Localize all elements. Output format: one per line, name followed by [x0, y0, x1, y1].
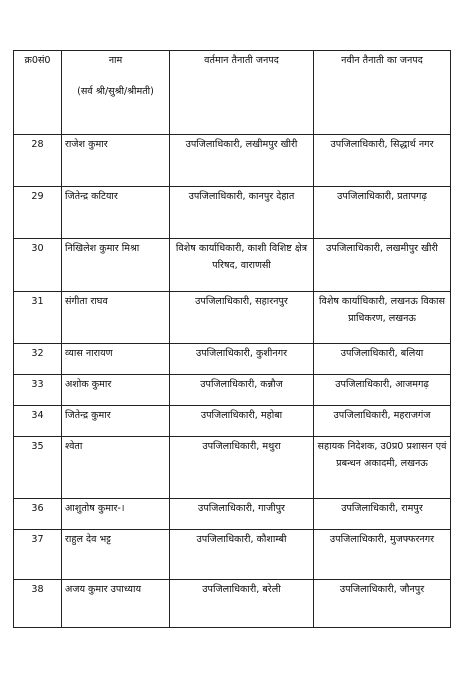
header-new-posting: नवीन तैनाती का जनपद: [314, 51, 451, 135]
row-new-posting: उपजिलाधिकारी, महराजगंज: [314, 406, 451, 437]
row-sno: 38: [14, 580, 62, 628]
row-current-posting: उपजिलाधिकारी, महोबा: [170, 406, 314, 437]
table-row: [14, 187, 451, 239]
row-sno: 31: [14, 292, 62, 344]
row-name: व्यास नारायण: [62, 344, 170, 375]
row-sno: 35: [14, 437, 62, 499]
row-new-posting: उपजिलाधिकारी, मुजफ्फरनगर: [314, 530, 451, 580]
row-sno: 30: [14, 239, 62, 292]
row-current-posting: उपजिलाधिकारी, कानपुर देहात: [170, 187, 314, 239]
table-row: [14, 406, 451, 437]
table-row: [14, 499, 451, 530]
row-current-posting: उपजिलाधिकारी, गाजीपुर: [170, 499, 314, 530]
row-new-posting: उपजिलाधिकारी, बलिया: [314, 344, 451, 375]
row-current-posting: उपजिलाधिकारी, कन्नौज: [170, 375, 314, 406]
table-row: [14, 437, 451, 499]
row-current-posting: विशेष कार्याधिकारी, काशी विशिष्ट क्षेत्र परिषद, वाराणसी: [170, 239, 314, 292]
table-header-row: [14, 51, 451, 135]
row-name: जितेन्द्र कटियार: [62, 187, 170, 239]
row-current-posting: उपजिलाधिकारी, बरेली: [170, 580, 314, 628]
row-name: आशुतोष कुमार-।: [62, 499, 170, 530]
row-new-posting: विशेष कार्याधिकारी, लखनऊ विकास प्राधिकरण, लखनऊ: [314, 292, 451, 344]
transfer-table: [13, 50, 451, 628]
row-new-posting: उपजिलाधिकारी, जौनपुर: [314, 580, 451, 628]
row-sno: 33: [14, 375, 62, 406]
row-sno: 32: [14, 344, 62, 375]
row-sno: 29: [14, 187, 62, 239]
row-name: राजेश कुमार: [62, 135, 170, 187]
table-row: [14, 135, 451, 187]
row-new-posting: उपजिलाधिकारी, सिद्धार्थ नगर: [314, 135, 451, 187]
table-row: [14, 375, 451, 406]
row-name: संगीता राघव: [62, 292, 170, 344]
row-current-posting: उपजिलाधिकारी, सहारनपुर: [170, 292, 314, 344]
row-name: अशोक कुमार: [62, 375, 170, 406]
row-sno: 37: [14, 530, 62, 580]
header-name: [62, 51, 170, 135]
row-sno: 34: [14, 406, 62, 437]
row-name: जितेन्द्र कुमार: [62, 406, 170, 437]
row-new-posting: उपजिलाधिकारी, लखमीपुर खीरी: [314, 239, 451, 292]
row-new-posting: उपजिलाधिकारी, आजमगढ़: [314, 375, 451, 406]
table-row: [14, 239, 451, 292]
row-new-posting: सहायक निदेशक, उ0प्र0 प्रशासन एवं प्रबन्धन अकादमी, लखनऊ: [314, 437, 451, 499]
table-row: [14, 580, 451, 628]
row-new-posting: उपजिलाधिकारी, रामपुर: [314, 499, 451, 530]
header-serial: क्र0सं0: [14, 51, 62, 135]
row-name: अजय कुमार उपाध्याय: [62, 580, 170, 628]
row-current-posting: उपजिलाधिकारी, कुशीनगर: [170, 344, 314, 375]
header-name-sub: (सर्व श्री/सुश्री/श्रीमती): [77, 86, 154, 97]
row-name: श्वेता: [62, 437, 170, 499]
table-row: [14, 344, 451, 375]
row-current-posting: उपजिलाधिकारी, लखीमपुर खीरी: [170, 135, 314, 187]
header-current-posting: वर्तमान तैनाती जनपद: [170, 51, 314, 135]
table-row: [14, 530, 451, 580]
row-name: राहुल देव भट्ट: [62, 530, 170, 580]
row-current-posting: उपजिलाधिकारी, कौशाम्बी: [170, 530, 314, 580]
header-name-label: नाम: [108, 55, 123, 66]
row-name: निखिलेश कुमार मिश्रा: [62, 239, 170, 292]
row-sno: 28: [14, 135, 62, 187]
row-sno: 36: [14, 499, 62, 530]
row-current-posting: उपजिलाधिकारी, मथुरा: [170, 437, 314, 499]
row-new-posting: उपजिलाधिकारी, प्रतापगढ़: [314, 187, 451, 239]
table-row: [14, 292, 451, 344]
